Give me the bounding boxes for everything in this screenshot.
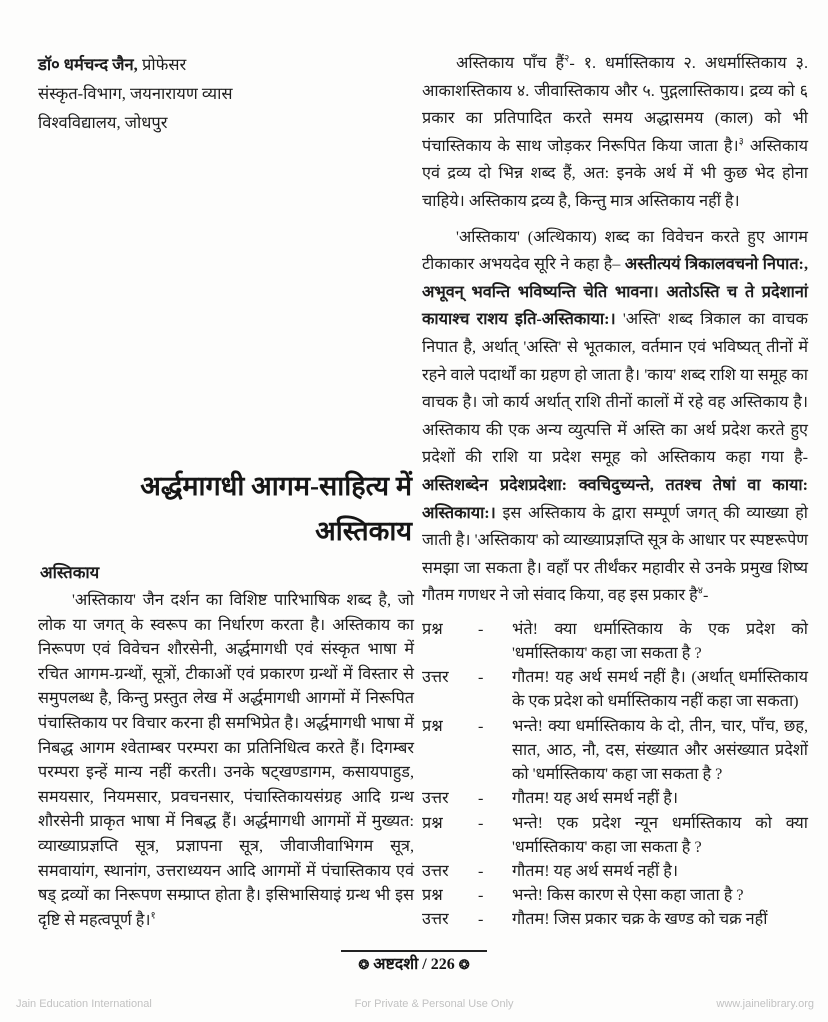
- author-role: प्रोफेसर: [137, 55, 187, 74]
- page-number-label: [0, 954, 828, 975]
- qa-dash: -: [478, 668, 484, 687]
- flower-ornament-icon: ❂: [358, 957, 370, 972]
- qa-text: गौतम! यह अर्थ समर्थ नहीं है।: [512, 861, 679, 880]
- flower-ornament-icon: ❂: [458, 957, 470, 972]
- right-column: [422, 50, 808, 932]
- article-title-line-2: अस्तिकाय: [315, 516, 412, 546]
- qa-section: [422, 617, 808, 932]
- qa-label: प्रश्न: [422, 716, 443, 735]
- text-run: अस्तिकाय एवं द्रव्य दो भिन्न शब्द हैं, अत: इनके अर्थ में भी कुछ भेद होना चाहिये। अस्तिकाय द्रव्य है, किन्तु मात्र अस्तिकाय नहीं है।: [422, 136, 808, 210]
- qa-row: [422, 811, 808, 859]
- article-title-line-1: अर्द्धमागधी आगम-साहित्य में: [140, 471, 412, 501]
- right-paragraph-1: [422, 50, 808, 216]
- page-number-footer: [0, 950, 828, 975]
- qa-row: [422, 907, 808, 931]
- qa-dash: -: [478, 813, 484, 832]
- qa-label: उत्तर: [422, 668, 449, 687]
- author-line-1: [38, 50, 418, 79]
- qa-text: गौतम! यह अर्थ समर्थ नहीं है।: [512, 789, 679, 808]
- text-run: 'अस्तिकाय' जैन दर्शन का विशिष्ट पारिभाषिक शब्द है, जो लोक या जगत् के स्वरूप का निर्धारण करता है। अस्तिकाय का निरूपण एवं विवेचन शौरसेनी, अर्द्धमागधी एवं संस्कृत भाषा में रचित आगम-ग्रन्थों, सूत्रों, टीकाओं एवं प्रकारण ग्रन्थों में विस्तार से समुपलब्ध है, किन्तु प्रस्तुत लेख में अर्द्धमागधी आगमों में निरूपित पंचास्तिकाय पर विचार करना ही समभिप्रेत है। अर्द्धमागधी भाषा में निबद्ध आगम श्वेताम्बर परम्परा का प्रतिनिधित्व करते हैं। दिगम्बर परम्परा इन्हें मान्य नहीं करती। उनके षट्खण्डागम, कसायपाहुड, समयसार, नियमसार, प्रवचनसार, पंचास्तिकायसंग्रह आदि ग्रन्थ शौरसेनी प्राकृत भाषा में निबद्ध हैं। अर्द्धमागधी आगमों में मुख्यत: व्याख्याप्रज्ञप्ति सूत्र, प्रज्ञापना सूत्र, जीवाजीवाभिगम सूत्र, समवायांग, स्थानांग, उत्तराध्ययन आदि आगमों में पंचास्तिकाय एवं षड् द्रव्यों का निरूपण सम्प्राप्त होता है। इसिभासियाइं ग्रन्थ भी इस दृष्टि से महत्वपूर्ण है।: [38, 591, 414, 929]
- qa-text: भंते! क्या धर्मास्तिकाय के एक प्रदेश को 'धर्मास्तिकाय' कहा जा सकता है ?: [512, 619, 808, 663]
- footnote-ref: २: [564, 53, 570, 65]
- qa-dash: -: [478, 886, 484, 905]
- qa-label: प्रश्न: [422, 813, 443, 832]
- qa-dash: -: [478, 789, 484, 808]
- qa-text: भन्ते! क्या धर्मास्तिकाय के दो, तीन, चार, पाँच, छह, सात, आठ, नौ, दस, संख्यात और असंख्यात प्रदेशों को 'धर्मास्तिकाय' कहा जा सकता है ?: [512, 716, 808, 784]
- qa-dash: -: [478, 716, 484, 735]
- qa-row: [422, 883, 808, 907]
- text-run: अस्तिशब्देन प्रदेशप्रदेशा: क्वचिदुच्यन्ते, ततश्च तेषां वा काया: अस्तिकाया:।: [422, 475, 808, 522]
- text-run: इस अस्तिकाय के द्वारा सम्पूर्ण जगत् की व्याख्या हो जाती है। 'अस्तिकाय' को व्याख्याप्रज्ञप्ति सूत्र के आधार पर स्पष्टरूपेण समझा जा सकता है। वहाँ पर तीर्थंकर महावीर से उनके प्रमुख शिष्य गौतम गणधर ने जो संवाद किया, वह इस प्रकार है: [422, 503, 808, 605]
- left-paragraph: [38, 588, 414, 932]
- qa-text: गौतम! जिस प्रकार चक्र के खण्ड को चक्र नहीं: [512, 910, 768, 929]
- author-line-2: संस्कृत-विभाग, जयनारायण व्यास: [38, 84, 233, 103]
- scan-footer: [16, 998, 814, 1010]
- qa-text: भन्ते! एक प्रदेश न्यून धर्मास्तिकाय को क्या 'धर्मास्तिकाय' कहा जा सकता है ?: [512, 813, 808, 856]
- qa-label: उत्तर: [422, 910, 449, 929]
- footer-left-text: Jain Education International: [16, 998, 152, 1010]
- qa-dash: -: [478, 619, 484, 638]
- qa-label: प्रश्न: [422, 886, 443, 905]
- author-line-3: विश्वविद्यालय, जोधपुर: [38, 113, 168, 132]
- footer-center-text: For Private & Personal Use Only: [354, 998, 514, 1010]
- text-run: 'अस्तिकाय' (अत्थिकाय) शब्द का विवेचन करते हुए आगम टीकाकार अभयदेव सूरि ने कहा है–: [422, 227, 808, 274]
- qa-row: [422, 617, 808, 665]
- right-paragraph-2: [422, 224, 808, 610]
- footnote-ref: ४: [697, 585, 703, 597]
- text-run: -: [702, 586, 709, 605]
- author-name: डॉ० धर्मचन्द जैन,: [38, 55, 138, 74]
- qa-text: भन्ते! किस कारण से ऐसा कहा जाता है ?: [512, 886, 744, 905]
- qa-label: उत्तर: [422, 861, 449, 880]
- qa-row: [422, 714, 808, 787]
- text-run: अस्तीत्ययं त्रिकालवचनो निपात:, अभूवन् भवन्ति भविष्यन्ति चेति भावना। अतोऽस्ति च ते प्रदेशानां कायाश्च राशय इति-अस्तिकाया:।: [422, 255, 808, 329]
- qa-text: गौतम! यह अर्थ समर्थ नहीं है। (अर्थात् धर्मास्तिकाय के एक प्रदेश को धर्मास्तिकाय नहीं कहा जा सकता): [512, 668, 808, 711]
- qa-dash: -: [478, 861, 484, 880]
- section-heading: अस्तिकाय: [40, 563, 100, 582]
- page-label-text: अष्टदशी / 226: [373, 956, 455, 973]
- qa-label: प्रश्न: [422, 619, 443, 638]
- qa-label: उत्तर: [422, 789, 449, 808]
- text-run: अस्तिकाय पाँच हैं: [456, 54, 565, 72]
- article-title: [38, 464, 412, 554]
- author-block: [38, 50, 418, 137]
- qa-row: [422, 665, 808, 713]
- text-run: - १. धर्मास्तिकाय २. अधर्मास्तिकाय ३. आकाशस्तिकाय ४. जीवास्तिकाय और ५. पुद्गलास्तिकाय। द्रव्य को ६ प्रकार का प्रतिपादित करते समय अद्धासमय (काल) को भी पंचास्तिकाय के साथ जोड़कर निरूपित किया जाता है।: [422, 54, 809, 155]
- qa-row: [422, 786, 808, 810]
- footer-right-text: www.jainelibrary.org: [716, 998, 814, 1010]
- footnote-ref: १: [150, 910, 156, 922]
- footnote-ref: ३: [738, 136, 744, 148]
- text-run: 'अस्ति' शब्द त्रिकाल का वाचक निपात है, अर्थात् 'अस्ति' से भूतकाल, वर्तमान एवं भविष्यत् तीनों में रहने वाले पदार्थों का ग्रहण हो जाता है। 'काय' शब्द राशि या समूह का वाचक है। जो कार्य अर्थात् राशि तीनों कालों में रहे वह अस्तिकाय है। अस्तिकाय की एक अन्य व्युत्पत्ति में अस्ति का अर्थ प्रदेश करते हुए प्रदेशों की राशि या प्रदेश समूह को अस्तिकाय कहा गया है-: [422, 310, 808, 467]
- qa-dash: -: [478, 910, 484, 929]
- qa-row: [422, 859, 808, 883]
